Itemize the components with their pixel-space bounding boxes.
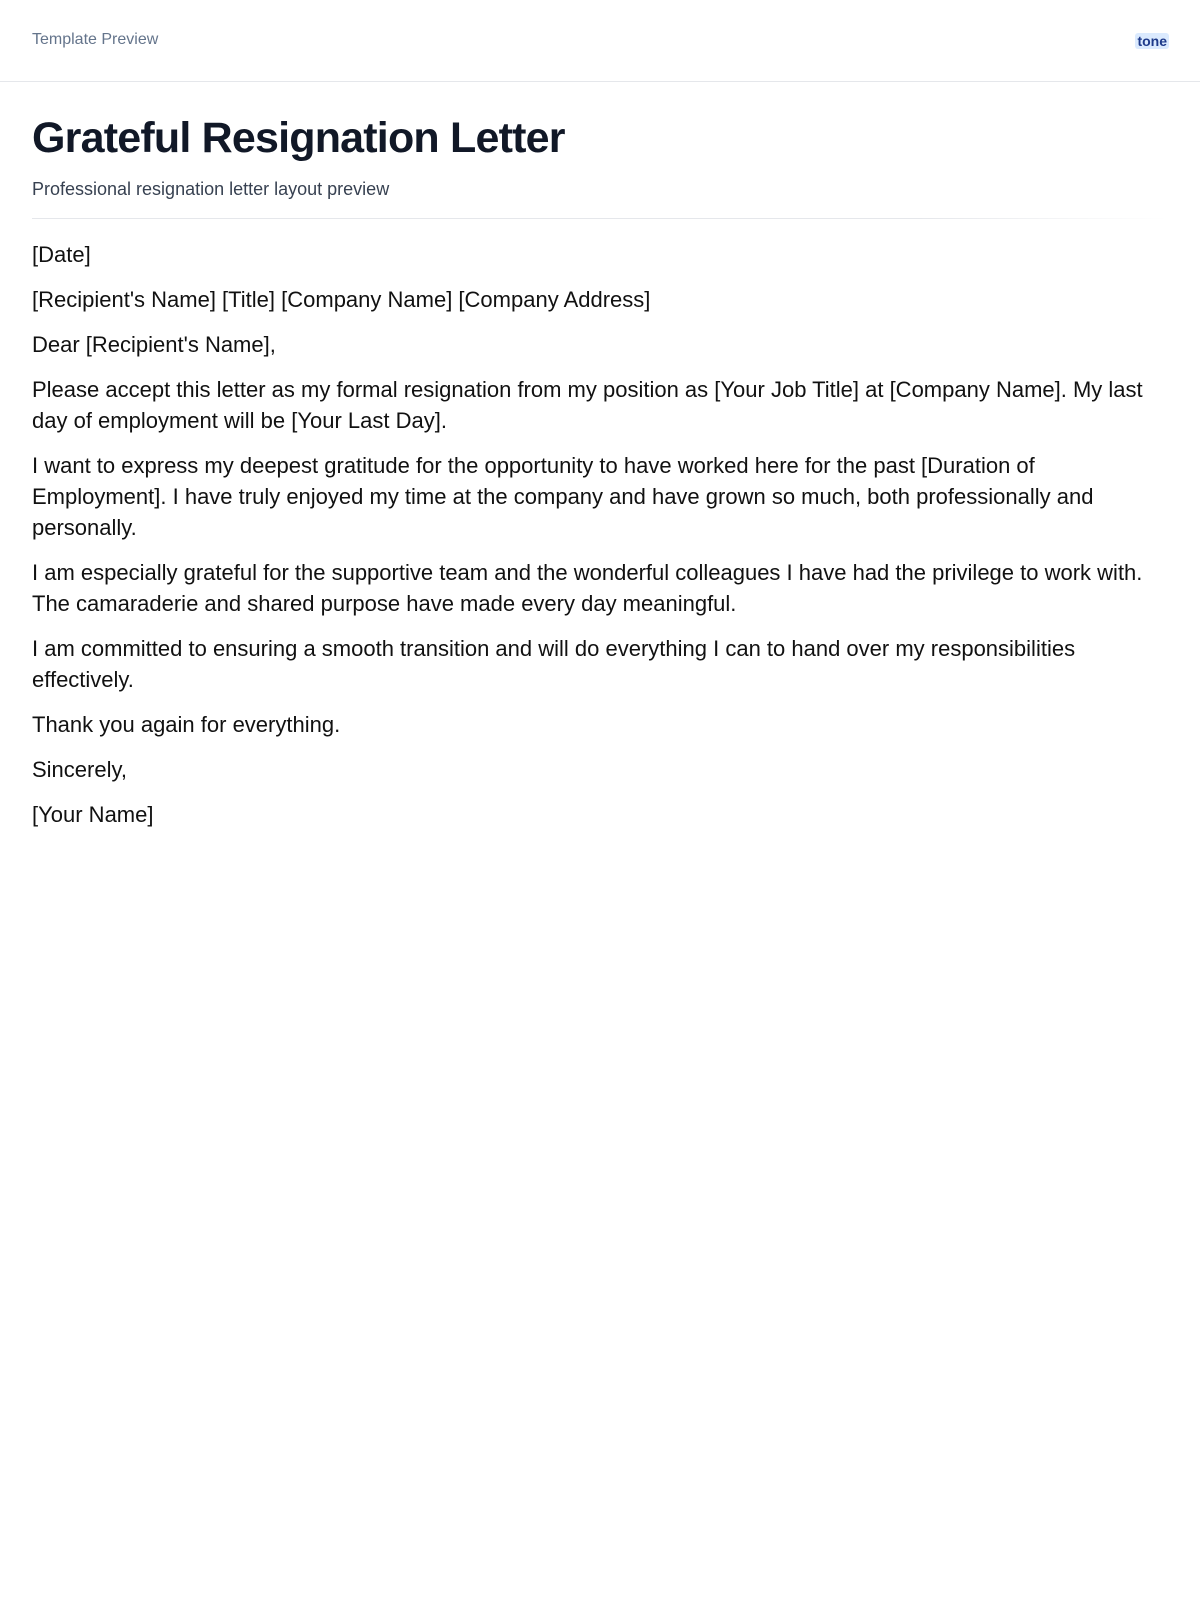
letter-closing: Sincerely, [32,757,127,782]
template-preview-label: Template Preview [32,30,159,48]
letter-paragraph: Thank you again for everything. [32,712,341,737]
page-subtitle: Professional resignation letter layout preview [32,179,390,199]
letter-signature: [Your Name] [32,802,154,827]
top-bar [0,0,1200,82]
letter-paragraph: Please accept this letter as my formal resignation from my position as [Your Job Title] at [Company Name]. My last day of employment will be [Your Last Day]. [32,377,1143,433]
page-title: Grateful Resignation Letter [32,114,565,162]
letter-paragraph: I am committed to ensuring a smooth transition and will do everything I can to hand over my responsibilities effectively. [32,636,1076,692]
letter-body [32,239,1168,830]
document-content [0,110,1200,830]
letter-recipient-block: [Recipient's Name] [Title] [Company Name] [Company Address] [32,287,651,312]
letter-salutation: Dear [Recipient's Name], [32,332,276,357]
divider [32,218,1168,219]
letter-paragraph: I am especially grateful for the supportive team and the wonderful colleagues I have had the privilege to work with. The camaraderie and shared purpose have made every day meaningful. [32,560,1143,616]
tone-badge[interactable]: tone [1137,32,1167,49]
letter-date: [Date] [32,242,91,267]
letter-paragraph: I want to express my deepest gratitude for the opportunity to have worked here for the past [Duration of Employment]. I have truly enjoyed my time at the company and have grown so much, both professionally and personally. [32,453,1094,540]
